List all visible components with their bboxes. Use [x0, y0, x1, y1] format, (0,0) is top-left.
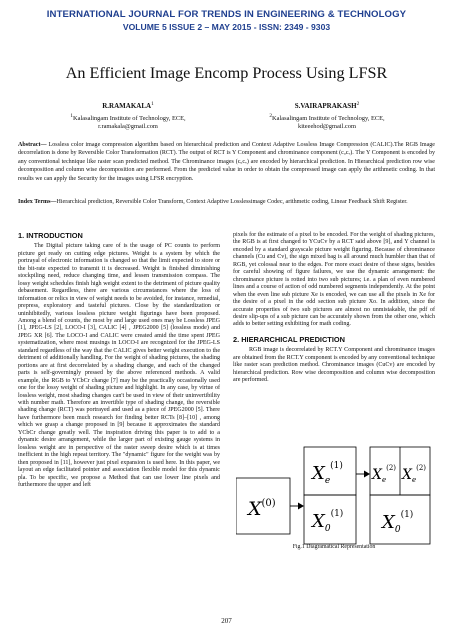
label-xo3: $X_0^{(1)}$: [382, 510, 414, 535]
right-column: [233, 232, 435, 385]
author-affiliation: Kalasalingam Institute of Technology, ECE,: [272, 114, 385, 122]
label-xo2: $X_e^{(2)}$: [402, 464, 427, 484]
hierarchical-paragraph: RGB image is decorrelated by RCT.Y Component and chrominance images are obtained from the RCT.Y component is encoded by any conventional technique like raster scan prediction method. Chrominance images (CuCv) are encoded by hierarchical prediction. Row wise decomposition and column wise decomposition are performed.: [233, 347, 435, 384]
author-name: R.RAMAKALA: [102, 102, 152, 111]
author-email: r.ramakala@gmail.com: [98, 123, 158, 131]
intro-paragraph: The Digital picture taking care of is the usage of PC counts to perform picture get ready on cutting edge pictures. Weight is a system by which the portrayal of electronic information is changed so that the limit expected to store or the bit-rate expected to transmit it is decreased. Weight is finished diminishing stockpiling need, reduce changing time, and lessen transmission compass. The lossy weight schedules finish high weight extent to the detriment of picture quality debasement. Regardless, there are various circumstances where the loss of information or relics in view of weight needs to be avoided, for instance, remedial, prepress, exploratory and tasteful pictures. Close by the standardization or uninhibitedly, various lossless picture weight figurings have been proposed. Among a blend of counts, the most by and large used ones may be Lossless JPEG [1], JPEG-LS [2], LOCO-I [3], CALIC [4] , JPEG2000 [5] (lossless mode) and JPEG XR [6]. The LOCO-I and CALIC were created amid the time spent JPEG systematization, where most musings in LOCO-I are recognized for the JPEG-LS standard regardless of the way that the CALIC gives better weight execution to the detriment of additionally handling. For the weight of shading pictures, the shading portions are at first decorrelated by a shading change, and each of the changed parts is self-governingly pressed by the above referenced methods. A valid example, the RGB to YCbCr change [7] may be the practically occasionally used one for the lossy weight of shading picture and highlight. In any case, by virtue of lossless weight, most shading changes can't be used in view of their uninvertibility with number math. Therefore an invertible type of shading change, the reversible shading change (RCT) was portrayed and used as a piece of JPEG2000 [5]. There have furthermore been much research for finding better RCTs [8]–[10] , among which we grasp a change proposed in [9] because it approximates the standard YCbCr change greatly well. The inspiration driving this paper is to add to a dynamic desire arrangement, while the larger part of existing gauge systems in lossless weight are in perspective of the raster sweep desire which is at times inefficient in the high repeat territory. The "dynamic" figure for the weight was by then proposed in [11], however just pixel expansion is used here. In this paper, we layout an edge facilitated pointer and association flexible model for this dynamic pla. To be specific, we propose a Method that can use lower line pixels and furthermore the upper and left: [18, 243, 220, 488]
abstract-label: Abstract—: [18, 142, 47, 148]
journal-volume: VOLUME 5 ISSUE 2 – MAY 2015 - ISSN: 2349 - 9303: [122, 22, 331, 32]
figure-caption: Fig.1 Diagramatical Representation: [292, 544, 376, 550]
abstract: [18, 141, 435, 183]
label-xe1: $X_e^{(1)}$: [312, 461, 343, 486]
affil-sup: 1: [70, 112, 74, 119]
section-heading-hierarchical-prediction: 2. HIERARCHICAL PREDICTION: [233, 334, 345, 344]
label-xe2: $X_e^{(2)}$: [372, 464, 397, 484]
intro-continued-paragraph: pixels for the estimate of a pixel to be encoded. For the weight of shading pictures, the RGB is at first changed to YCuCv by a RCT said above [9], and Y channel is encoded by a standard grayscale picture weight figuring. Because of chrominance channels (Cu and Cv), the sign mixed bag is all around much humbler than that of RGB, yet colossal near to the edges. For more exact desire of these signs, besides for careful showing of figure failures, we use the dynamic arrangement: the chrominance picture is rotted into two sub pictures; i.e. a plan of even numbered lines and a course of action of odd numbered segments independently. At the point when the even line sub picture Xe is encoded, we can use all the pixels in Xe for the desire of a pixel in the odd section sub picture Xo. In addition, since the accurate properties of two sub pictures are almost no unmistakable, the pdf of desire slip-ups of a sub picture can be accurately shown from the other one, which adds to better setting exhibiting for math coding.: [233, 232, 435, 328]
label-x0: $X^{(0)}$: [248, 498, 276, 520]
author-affiliation: Kalasalingam Institute of Technology, ECE,: [73, 114, 186, 122]
page-number: 207: [221, 617, 232, 625]
author-block-2: [227, 100, 427, 131]
paper-title: An Efficient Image Encomp Process Using LFSR: [65, 64, 388, 82]
author-block-1: [28, 100, 228, 131]
section-heading-introduction: 1. INTRODUCTION: [18, 231, 83, 240]
index-terms: [18, 198, 435, 206]
abstract-text: Lossless color image compression algorithm based on hierarchical prediction and Context Adaptive Lossless Image Compression (CALIC).The RGB Image decorrelation is done by Reversible Color Transformation (RCT). The output of RCT is Y Component and chrominance component (cᵤcᵥ). The Y Component is encoded by any conventional technique like raster scan predicted method. The Chrominance images (cᵤcᵥ) are encoded by hierarchical prediction. In Hierarchical prediction row wise decomposition and column wise decomposition are performed. From the predicted value in order to obtain the compressed image can apply the arithmetic coding. In that results we can apply the Security for the images using LFSR encryption.: [18, 142, 435, 182]
left-column: [18, 232, 220, 489]
label-xo1: $X_0^{(1)}$: [312, 509, 344, 534]
journal-title: INTERNATIONAL JOURNAL FOR TRENDS IN ENGINEERING & TECHNOLOGY: [46, 9, 407, 20]
author-email: kiteeehod@gmail.com: [298, 123, 356, 131]
author-sup: 2: [356, 101, 360, 107]
affil-sup: 2: [269, 112, 273, 119]
arrow-head-icon: [364, 471, 370, 478]
index-terms-text: Hierarchical prediction, Reversible Color Transform, Context Adaptive Losslessimage Codec, arithmetic coding, Linear Feedback Shift Register.: [56, 199, 408, 205]
author-sup: 1: [151, 101, 154, 107]
index-terms-label: Index Terms—: [18, 199, 57, 205]
author-name: S.VAIRAPRAKASH: [294, 102, 357, 111]
arrow-head-icon: [298, 503, 304, 510]
diagram-figure: [236, 444, 432, 554]
